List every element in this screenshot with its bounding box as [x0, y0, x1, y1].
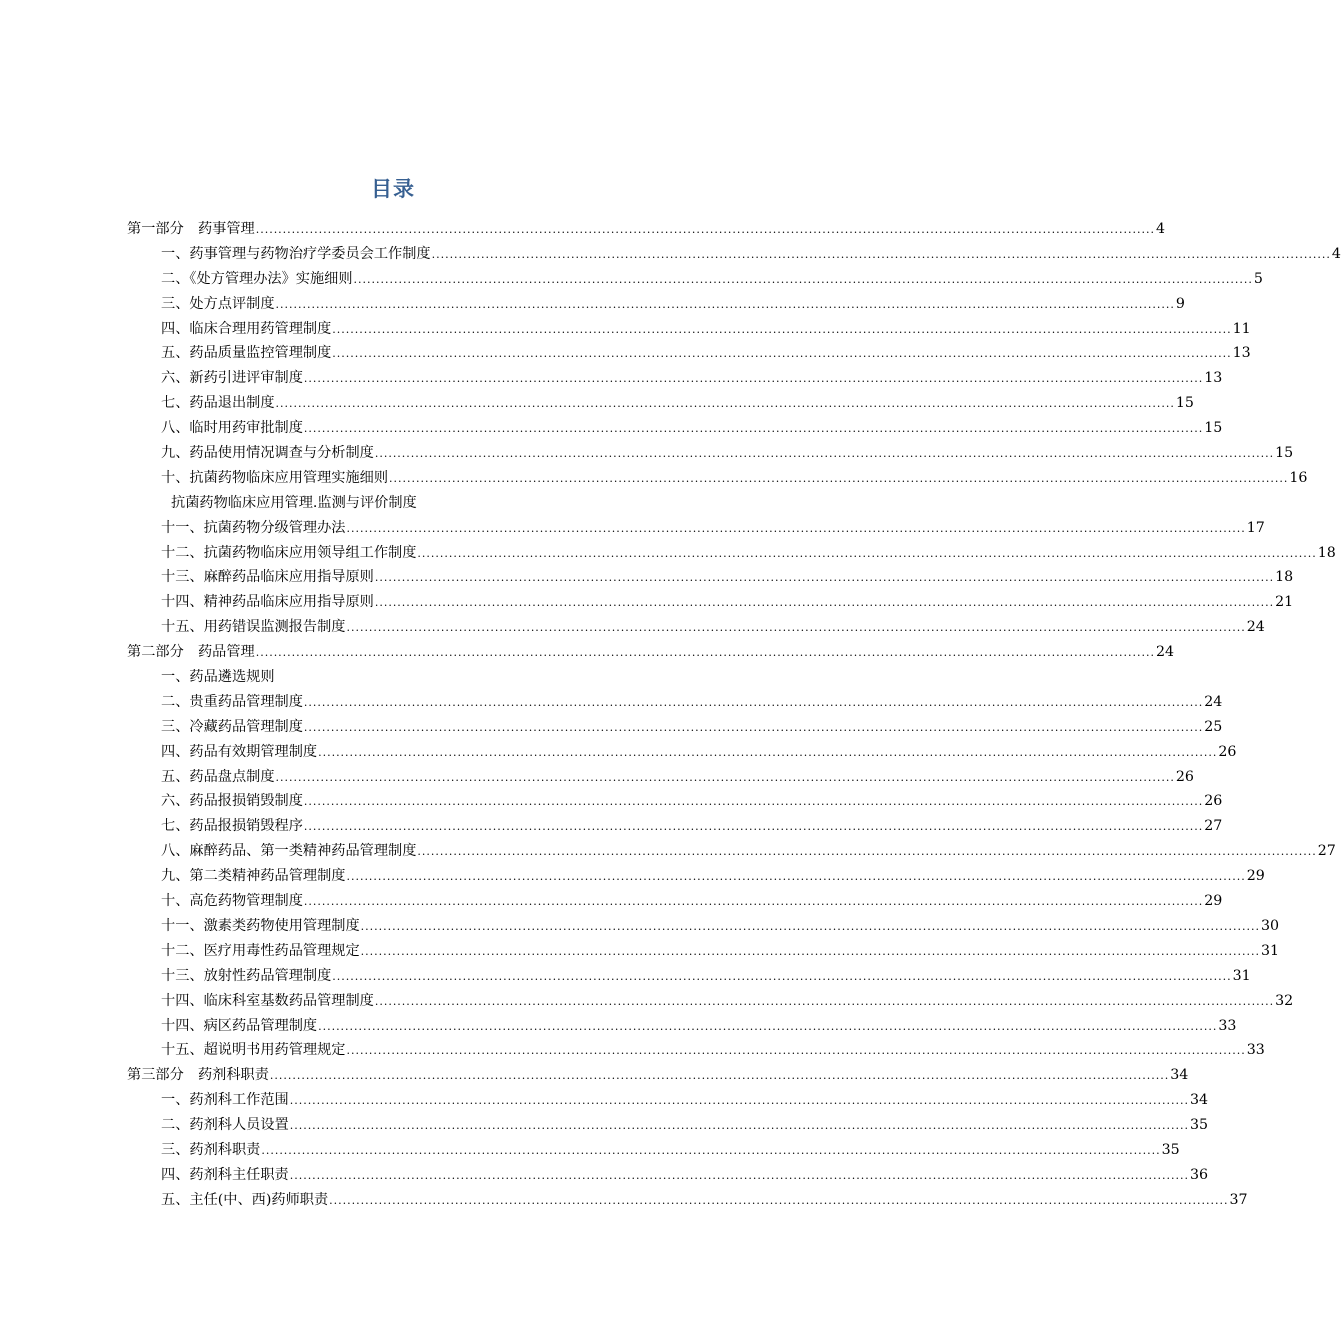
- toc-leader-dots: ........................................................................................................................................................................................................: [374, 596, 1275, 610]
- toc-entry[interactable]: [0, 690, 1223, 715]
- toc-entry[interactable]: [0, 1163, 1209, 1188]
- toc-entry-label: 五、药品盘点制度: [161, 768, 275, 785]
- toc-entry-label: 四、临床合理用药管理制度: [161, 320, 332, 337]
- toc-entry[interactable]: [0, 441, 1294, 466]
- toc-entry-page: 27: [1317, 843, 1336, 860]
- toc-entry-label: 十一、激素类药物使用管理制度: [161, 917, 360, 934]
- toc-entry[interactable]: [0, 765, 1194, 790]
- toc-entry-label: 二、贵重药品管理制度: [161, 693, 303, 710]
- toc-leader-dots: ........................................................................................................................................................................................................: [346, 521, 1246, 535]
- toc-entry[interactable]: [0, 889, 1223, 914]
- toc-leader-dots: ........................................................................................................................................................................................................: [303, 695, 1204, 709]
- toc-entry-page: 29: [1246, 868, 1265, 885]
- toc-leader-dots: ........................................................................................................................................................................................................: [289, 1094, 1190, 1108]
- toc-entry[interactable]: [0, 864, 1265, 889]
- toc-entry-page: 31: [1232, 967, 1251, 984]
- toc-entry[interactable]: [0, 541, 1336, 566]
- toc-entry-page: 15: [1175, 395, 1194, 412]
- toc-entry-label: 十五、用药错误监测报告制度: [161, 619, 346, 636]
- toc-entry-page: 37: [1229, 1191, 1248, 1208]
- toc-entry[interactable]: [0, 1063, 1189, 1088]
- toc-entry[interactable]: [0, 516, 1265, 541]
- toc-entry-label: 十四、临床科室基数药品管理制度: [161, 992, 374, 1009]
- toc-leader-dots: ........................................................................................................................................................................................................: [374, 571, 1275, 585]
- toc-leader-dots: ........................................................................................................................................................................................................: [289, 1168, 1190, 1182]
- toc-entry-page: 34: [1190, 1092, 1209, 1109]
- toc-entry-label: 第二部分 药品管理: [127, 644, 255, 661]
- toc-leader-dots: ........................................................................................................................................................................................................: [332, 322, 1232, 336]
- toc-entry-label: 八、临时用药审批制度: [161, 420, 303, 437]
- toc-entry-label: 第一部分 药事管理: [127, 221, 255, 237]
- toc-entry-page: 26: [1218, 743, 1237, 760]
- toc-entry-label: 十四、病区药品管理制度: [161, 1017, 318, 1034]
- toc-leader-dots: ........................................................................................................................................................................................................: [389, 471, 1289, 485]
- toc-entry-label: 八、麻醉药品、第一类精神药品管理制度: [161, 843, 417, 860]
- toc-entry[interactable]: [0, 989, 1294, 1014]
- toc-entry[interactable]: [0, 466, 1308, 491]
- toc-entry[interactable]: [0, 341, 1251, 366]
- toc-leader-dots: ........................................................................................................................................................................................................: [255, 223, 1156, 236]
- toc-entry-page: 21: [1275, 594, 1294, 611]
- toc-entry-label: 十二、医疗用毒性药品管理规定: [161, 942, 360, 959]
- toc-entry-page: 27: [1204, 818, 1223, 835]
- toc-entry-label: 九、第二类精神药品管理制度: [161, 868, 346, 885]
- toc-entry-label: 七、药品退出制度: [161, 395, 275, 412]
- toc-title: 目录: [371, 177, 415, 201]
- toc-entry[interactable]: [0, 665, 950, 690]
- toc-leader-dots: ........................................................................................................................................................................................................: [353, 272, 1253, 286]
- toc-entry[interactable]: [0, 715, 1223, 740]
- table-of-contents: [0, 217, 1341, 1213]
- toc-entry[interactable]: [0, 964, 1251, 989]
- toc-entry-page: 29: [1204, 893, 1223, 910]
- toc-entry[interactable]: [0, 740, 1237, 765]
- toc-entry[interactable]: [0, 1113, 1209, 1138]
- toc-entry-page: 5: [1253, 270, 1263, 287]
- toc-leader-dots: ........................................................................................................................................................................................................: [318, 745, 1218, 759]
- toc-entry[interactable]: [0, 839, 1336, 864]
- toc-leader-dots: ........................................................................................................................................................................................................: [360, 919, 1260, 933]
- toc-entry-page: 4: [1156, 221, 1166, 237]
- toc-entry-page: 11: [1232, 320, 1251, 337]
- toc-leader-dots: ........................................................................................................................................................................................................: [303, 795, 1204, 809]
- toc-entry-label: 十三、麻醉药品临床应用指导原则: [161, 569, 374, 586]
- toc-entry-page: 31: [1260, 942, 1280, 959]
- toc-entry-label: 二、《处方管理办法》实施细则: [161, 270, 353, 287]
- toc-entry-page: 17: [1246, 519, 1265, 536]
- toc-entry-label: 九、药品使用情况调查与分析制度: [161, 445, 374, 462]
- toc-entry-label: 三、冷藏药品管理制度: [161, 718, 303, 735]
- toc-entry-label: 抗菌药物临床应用管理.监测与评价制度: [171, 494, 417, 511]
- toc-leader-dots: ........................................................................................................................................................................................................: [303, 422, 1204, 436]
- toc-entry[interactable]: [0, 590, 1294, 615]
- toc-entry[interactable]: [0, 640, 1175, 665]
- toc-entry-page: 33: [1246, 1042, 1265, 1059]
- toc-leader-dots: ........................................................................................................................................................................................................: [303, 895, 1204, 909]
- toc-leader-dots: ........................................................................................................................................................................................................: [318, 1019, 1218, 1033]
- toc-entry[interactable]: [0, 391, 1194, 416]
- toc-entry[interactable]: [0, 292, 1185, 317]
- toc-entry-page: 15: [1204, 420, 1223, 437]
- toc-entry[interactable]: [0, 1088, 1209, 1113]
- toc-entry-page: 16: [1289, 469, 1308, 486]
- toc-entry-label: 一、药剂科工作范围: [161, 1092, 289, 1109]
- toc-leader-dots: ........................................................................................................................................................................................................: [332, 347, 1232, 361]
- toc-entry[interactable]: [0, 317, 1251, 342]
- toc-entry-label: 第三部分 药剂科职责: [127, 1067, 269, 1084]
- toc-leader-dots: ........................................................................................................................................................................................................: [303, 820, 1204, 834]
- toc-entry-page: 9: [1175, 295, 1185, 312]
- toc-entry-label: 五、药品质量监控管理制度: [161, 345, 332, 362]
- toc-entry-label: 十四、精神药品临床应用指导原则: [161, 594, 374, 611]
- toc-entry[interactable]: [0, 789, 1223, 814]
- toc-leader-dots: ........................................................................................................................................................................................................: [374, 447, 1275, 461]
- toc-entry-page: 36: [1190, 1166, 1209, 1183]
- toc-leader-dots: ........................................................................................................................................................................................................: [275, 297, 1175, 311]
- toc-leader-dots: ........................................................................................................................................................................................................: [275, 770, 1175, 784]
- toc-entry[interactable]: [0, 491, 950, 516]
- toc-entry[interactable]: [0, 565, 1294, 590]
- toc-leader-dots: ........................................................................................................................................................................................................: [289, 1119, 1190, 1133]
- toc-entry[interactable]: [0, 1188, 1248, 1213]
- toc-entry[interactable]: [0, 814, 1223, 839]
- toc-entry-label: 十五、超说明书用药管理规定: [161, 1042, 346, 1059]
- toc-entry[interactable]: [0, 242, 1341, 267]
- toc-entry-label: 三、处方点评制度: [161, 295, 275, 312]
- toc-entry-page: 4: [1331, 245, 1341, 262]
- toc-entry-label: 十二、抗菌药物临床应用领导组工作制度: [161, 544, 417, 561]
- toc-entry-page: 15: [1275, 445, 1294, 462]
- toc-entry-label: 二、药剂科人员设置: [161, 1117, 289, 1134]
- toc-leader-dots: ........................................................................................................................................................................................................: [374, 994, 1275, 1008]
- toc-entry[interactable]: [0, 1138, 1180, 1163]
- toc-entry[interactable]: [0, 615, 1265, 640]
- toc-leader-dots: ........................................................................................................................................................................................................: [431, 247, 1331, 261]
- toc-leader-dots: ........................................................................................................................................................................................................: [329, 1193, 1229, 1207]
- toc-entry-page: 30: [1260, 917, 1280, 934]
- toc-entry-page: 35: [1161, 1141, 1180, 1158]
- toc-leader-dots: ........................................................................................................................................................................................................: [303, 720, 1204, 734]
- toc-entry-label: 六、新药引进评审制度: [161, 370, 303, 387]
- toc-entry-page: 24: [1204, 693, 1223, 710]
- toc-entry-page: 26: [1175, 768, 1194, 785]
- toc-entry-label: 十、高危药物管理制度: [161, 893, 303, 910]
- toc-entry-page: 18: [1317, 544, 1336, 561]
- toc-leader-dots: ........................................................................................................................................................................................................: [332, 969, 1232, 983]
- toc-entry[interactable]: [0, 366, 1223, 391]
- toc-entry[interactable]: [0, 217, 1166, 242]
- toc-leader-dots: ........................................................................................................................................................................................................: [261, 1143, 1161, 1157]
- toc-leader-dots: ........................................................................................................................................................................................................: [346, 1044, 1246, 1058]
- toc-entry-page: 34: [1170, 1067, 1189, 1084]
- toc-leader-dots: ........................................................................................................................................................................................................: [417, 546, 1317, 560]
- toc-entry-page: 24: [1156, 644, 1175, 661]
- toc-entry-label: 一、药品遴选规则: [161, 669, 275, 686]
- toc-entry-page: 32: [1275, 992, 1294, 1009]
- toc-entry-label: 五、主任(中、西)药师职责: [161, 1191, 329, 1208]
- toc-entry-page: 24: [1246, 619, 1265, 636]
- toc-entry[interactable]: [0, 1038, 1265, 1063]
- toc-entry-page: 18: [1275, 569, 1294, 586]
- toc-entry-page: 33: [1218, 1017, 1237, 1034]
- toc-leader-dots: ........................................................................................................................................................................................................: [275, 397, 1175, 411]
- toc-entry[interactable]: [0, 267, 1263, 292]
- toc-entry[interactable]: [0, 914, 1280, 939]
- toc-entry-label: 四、药品有效期管理制度: [161, 743, 318, 760]
- toc-entry-page: 13: [1232, 345, 1251, 362]
- toc-leader-dots: ........................................................................................................................................................................................................: [346, 621, 1246, 635]
- toc-entry-page: 13: [1204, 370, 1223, 387]
- toc-entry-label: 一、药事管理与药物治疗学委员会工作制度: [161, 245, 431, 262]
- toc-entry-page: 26: [1204, 793, 1223, 810]
- toc-entry-label: 十、抗菌药物临床应用管理实施细则: [161, 469, 389, 486]
- toc-leader-dots: ........................................................................................................................................................................................................: [360, 944, 1260, 958]
- toc-entry[interactable]: [0, 416, 1223, 441]
- toc-entry-label: 三、药剂科职责: [161, 1141, 261, 1158]
- toc-entry-page: 25: [1204, 718, 1223, 735]
- toc-entry-label: 四、药剂科主任职责: [161, 1166, 289, 1183]
- toc-entry-label: 十一、抗菌药物分级管理办法: [161, 519, 346, 536]
- toc-entry-label: 六、药品报损销毁制度: [161, 793, 303, 810]
- toc-entry-label: 七、药品报损销毁程序: [161, 818, 303, 835]
- toc-entry-page: 35: [1190, 1117, 1209, 1134]
- toc-leader-dots: ........................................................................................................................................................................................................: [303, 372, 1204, 386]
- toc-leader-dots: ........................................................................................................................................................................................................: [255, 646, 1156, 660]
- toc-leader-dots: ........................................................................................................................................................................................................: [269, 1069, 1170, 1083]
- toc-entry-label: 十三、放射性药品管理制度: [161, 967, 332, 984]
- toc-entry[interactable]: [0, 939, 1280, 964]
- toc-entry[interactable]: [0, 1014, 1237, 1039]
- toc-leader-dots: ........................................................................................................................................................................................................: [417, 845, 1317, 859]
- toc-leader-dots: ........................................................................................................................................................................................................: [346, 870, 1246, 884]
